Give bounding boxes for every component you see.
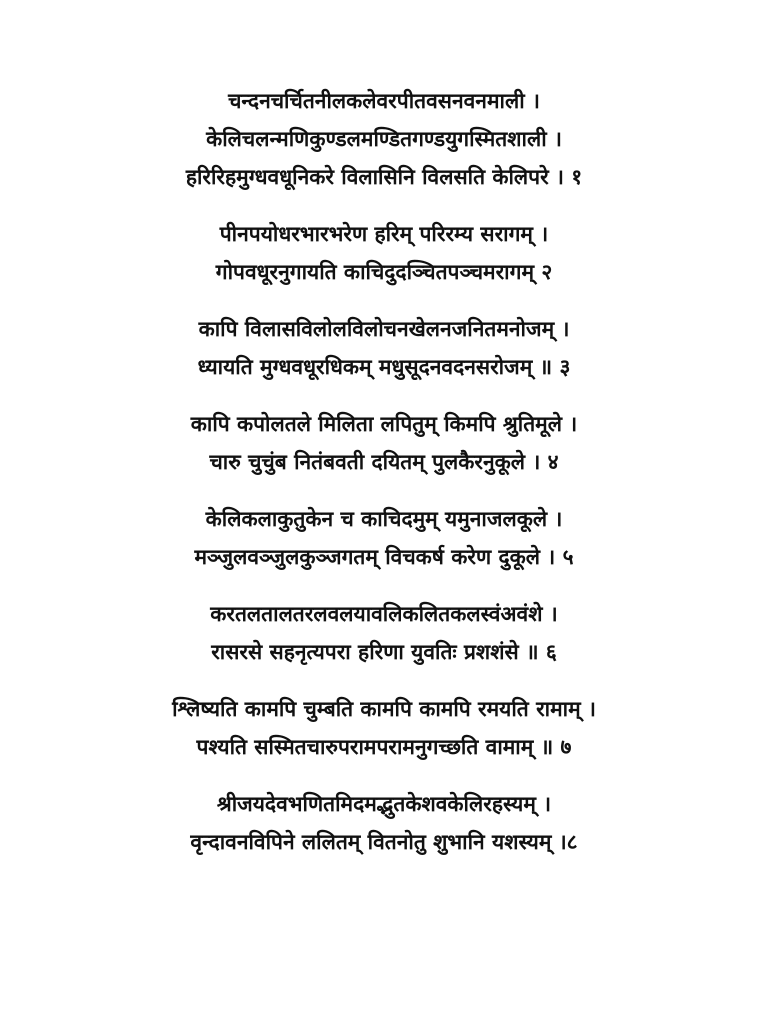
stanza-1 [0, 82, 768, 196]
verse-line: केलिचलन्मणिकुण्डलमण्डितगण्डयुगस्मितशाली । [206, 126, 562, 151]
verse-line: चन्दनचर्चितनीलकलेवरपीतवसनवनमाली । [228, 88, 540, 113]
verse-line: करतलतालतरलवलयावलिकलितकलस्वंअवंशे । [210, 601, 558, 626]
verse-line: श्लिष्यति कामपि चुम्बति कामपि कामपि रमयति रामाम् । [172, 696, 596, 721]
verse-line: श्रीजयदेवभणितमिदमद्भुतकेशवकेलिरहस्यम् । [216, 791, 552, 816]
verse-line: पश्यति सस्मितचारुपरामपरामनुगच्छति वामाम् ॥ ७ [196, 734, 572, 759]
verse-line: ध्यायति मुग्धवधूरधिकम् मधुसूदनवदनसरोजम् ॥ ३ [197, 354, 571, 379]
verse-line: कापि कपोलतले मिलिता लपितुम् किमपि श्रुतिमूले । [190, 411, 578, 436]
verse-line: कापि विलासविलोलविलोचनखेलनजनितमनोजम् । [198, 316, 570, 341]
stanza-8 [0, 785, 768, 861]
stanza-6 [0, 595, 768, 671]
stanza-7 [0, 690, 768, 766]
verse-line: केलिकलाकुतुकेन च काचिदमुम् यमुनाजलकूले । [205, 506, 563, 531]
verse-line: रासरसे सहनृत्यपरा हरिणा युवतिः प्रशशंसे ॥ ६ [211, 639, 557, 664]
poem-page [0, 82, 768, 880]
verse-line: मञ्जुलवञ्जुलकुञ्जगतम् विचकर्ष करेण दुकूले । ५ [194, 544, 574, 569]
verse-line: हरिरिहमुग्धवधूनिकरे विलासिनि विलसति केलिपरे । १ [185, 164, 583, 189]
verse-line: वृन्दावनविपिने ललितम् वितनोतु शुभानि यशस्यम् ।८ [190, 829, 578, 854]
verse-line: चारु चुचुंब नितंबवती दयितम् पुलकैरनुकूले । ४ [209, 449, 559, 474]
stanza-5 [0, 500, 768, 576]
stanza-3 [0, 310, 768, 386]
stanza-4 [0, 405, 768, 481]
verse-line: गोपवधूरनुगायति काचिदुदञ्चितपञ्चमरागम् २ [215, 259, 553, 284]
stanza-2 [0, 215, 768, 291]
verse-line: पीनपयोधरभारभरेण हरिम् परिरम्य सरागम् । [219, 221, 549, 246]
